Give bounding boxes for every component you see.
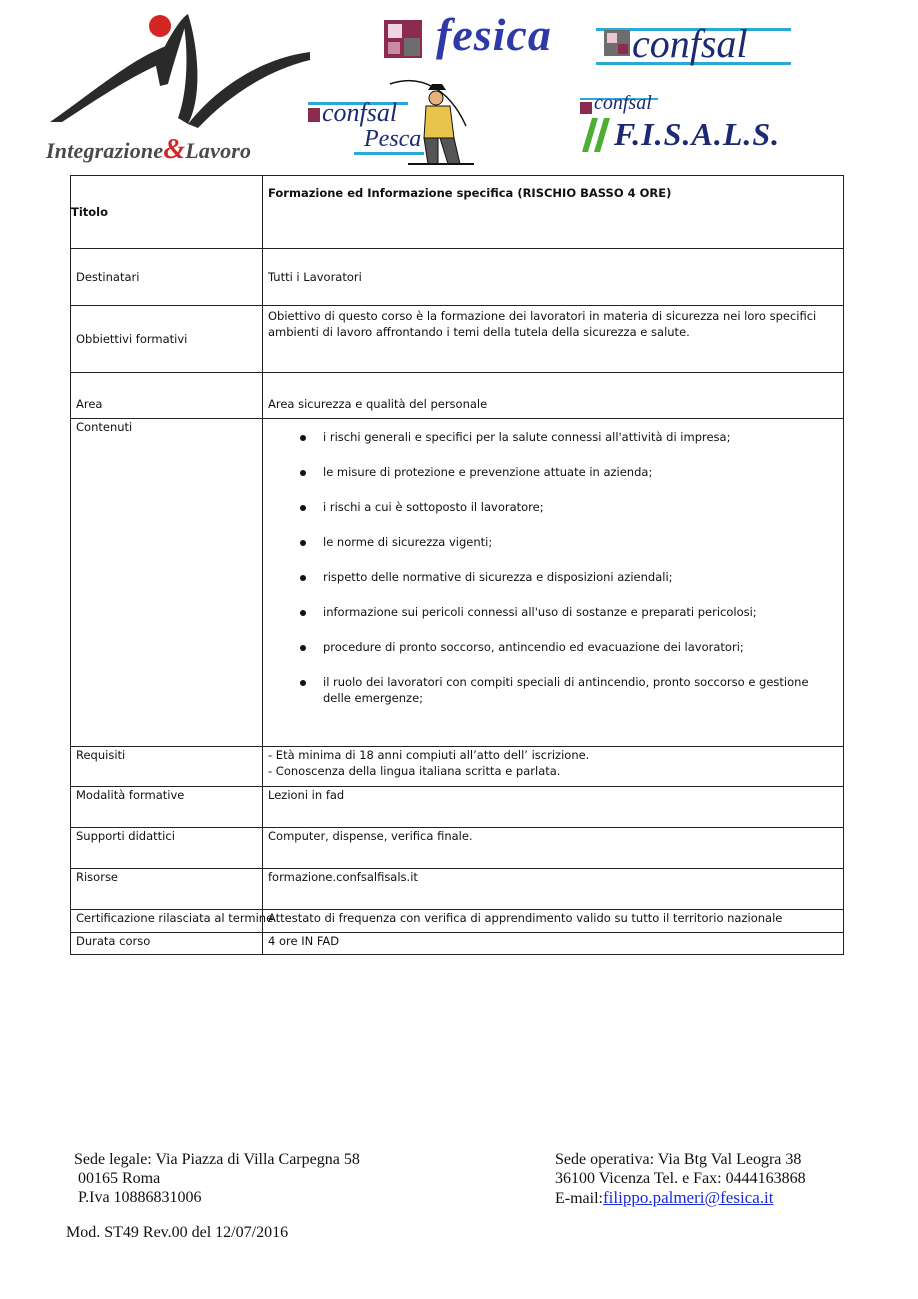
fisals-wordmark: F.I.S.A.L.S.	[614, 116, 781, 152]
confsal-logo	[596, 18, 796, 80]
risorse-value: formazione.confsalfisals.it	[263, 869, 844, 910]
bullet-icon	[300, 575, 306, 581]
modalita-value: Lezioni in fad	[263, 787, 844, 828]
certificazione-value: Attestato di frequenza con verifica di apprendimento valido su tutto il territorio nazionale	[263, 910, 844, 933]
integrazione-lavoro-logo	[40, 6, 315, 164]
contenuti-item-text: il ruolo dei lavoratori con compiti speciali di antincendio, pronto soccorso e gestione delle emergenze;	[323, 675, 809, 705]
fisals-wordmark-confsal: confsal	[594, 92, 652, 114]
email-link[interactable]: filippo.palmeri@fesica.it	[602, 1188, 774, 1207]
row-modalita	[71, 787, 844, 828]
row-contenuti	[71, 419, 844, 747]
contenuti-cell	[263, 419, 844, 747]
requisiti-label: Requisiti	[71, 747, 263, 787]
contenuti-item	[268, 534, 838, 550]
footer-sede-operativa	[555, 1150, 806, 1208]
contenuti-label: Contenuti	[71, 419, 263, 747]
destinatari-value: Tutti i Lavoratori	[263, 249, 844, 306]
bullet-icon	[300, 680, 306, 686]
sede-legale-city: 00165 Roma	[78, 1170, 161, 1187]
contenuti-item	[268, 569, 838, 585]
integrazione-lavoro-wordmark	[46, 134, 251, 166]
risorse-label: Risorse	[71, 869, 263, 910]
fisals-logo	[580, 94, 780, 164]
destinatari-label: Destinatari	[71, 249, 263, 306]
document-revision: Mod. ST49 Rev.00 del 12/07/2016	[66, 1224, 289, 1241]
contenuti-item	[268, 464, 838, 480]
contenuti-item	[268, 429, 838, 445]
pesca-square-icon	[308, 108, 320, 122]
row-obiettivi	[71, 306, 844, 373]
contenuti-item	[268, 604, 838, 620]
confsal-wordmark: confsal	[632, 21, 748, 66]
bullet-icon	[300, 470, 306, 476]
contenuti-list	[268, 429, 838, 706]
footer-sede-legale	[74, 1150, 360, 1207]
row-requisiti	[71, 747, 844, 787]
area-label: Area	[71, 373, 263, 419]
contenuti-item-text: rispetto delle normative di sicurezza e disposizioni aziendali;	[323, 570, 673, 584]
sede-operativa-email-line	[555, 1188, 806, 1208]
integrazione-lavoro-emblem	[48, 6, 318, 136]
row-risorse	[71, 869, 844, 910]
requisiti-value	[263, 747, 844, 787]
titolo-label: Titolo	[71, 176, 263, 249]
supporti-value: Computer, dispense, verifica finale.	[263, 828, 844, 869]
contenuti-item	[268, 499, 838, 515]
fisals-stripes-icon	[582, 118, 616, 154]
pesca-wordmark-pesca: Pesca	[364, 126, 422, 152]
fesica-logo	[384, 9, 584, 68]
contenuti-item-text: informazione sui pericoli connessi all'uso di sostanze e preparati pericolosi;	[323, 605, 757, 619]
row-destinatari	[71, 249, 844, 306]
fisherman-icon	[388, 76, 478, 171]
sede-legale-piva: P.Iva 10886831006	[78, 1189, 202, 1206]
obiettivi-value: Obiettivo di questo corso è la formazione dei lavoratori in materia di sicurezza nei loro specifici ambienti di lavoro affrontando i temi della tutela della sicurezza e salute.	[263, 306, 844, 373]
bullet-icon	[300, 610, 306, 616]
row-supporti	[71, 828, 844, 869]
contenuti-item	[268, 674, 838, 706]
bullet-icon	[300, 435, 306, 441]
row-durata	[71, 933, 844, 955]
contenuti-item-text: i rischi generali e specifici per la salute connessi all'attività di impresa;	[323, 430, 731, 444]
contenuti-item-text: le norme di sicurezza vigenti;	[323, 535, 493, 549]
durata-value: 4 ore IN FAD	[263, 933, 844, 955]
sede-operativa-address: Sede operativa: Via Btg Val Leogra 38	[555, 1151, 802, 1168]
modalita-label: Modalità formative	[71, 787, 263, 828]
requisiti-line-2: - Conoscenza della lingua italiana scritta e parlata.	[268, 764, 561, 778]
fesica-wordmark: fesica	[436, 9, 552, 60]
sede-operativa-phone: 36100 Vicenza Tel. e Fax: 0444163868	[555, 1170, 806, 1187]
il-ampersand: &	[163, 134, 186, 165]
confsal-pesca-logo	[308, 76, 478, 171]
email-label: E-mail:	[555, 1190, 603, 1207]
row-area	[71, 373, 844, 419]
obiettivi-label: Obbiettivi formativi	[71, 306, 263, 373]
titolo-value: Formazione ed Informazione specifica (RISCHIO BASSO 4 ORE)	[263, 176, 844, 249]
sede-legale-address: Sede legale: Via Piazza di Villa Carpegna 58	[74, 1151, 360, 1168]
area-value: Area sicurezza e qualità del personale	[263, 373, 844, 419]
confsal-squares-icon	[604, 30, 630, 56]
fisals-square-icon	[580, 102, 592, 114]
row-certificazione	[71, 910, 844, 933]
pesca-wordmark-confsal: confsal	[322, 98, 398, 127]
requisiti-line-1: - Età minima di 18 anni compiuti all’atto dell’ iscrizione.	[268, 748, 590, 762]
bullet-icon	[300, 505, 306, 511]
il-word-1: Integrazione	[46, 138, 164, 163]
certificazione-label: Certificazione rilasciata al termine	[71, 910, 263, 933]
bullet-icon	[300, 645, 306, 651]
fesica-squares-icon	[384, 20, 422, 58]
il-word-2: Lavoro	[185, 138, 252, 163]
bullet-icon	[300, 540, 306, 546]
row-titolo	[71, 176, 844, 249]
contenuti-item	[268, 639, 838, 655]
course-info-table	[70, 175, 844, 955]
contenuti-item-text: le misure di protezione e prevenzione attuate in azienda;	[323, 465, 653, 479]
contenuti-item-text: i rischi a cui è sottoposto il lavoratore;	[323, 500, 544, 514]
durata-label: Durata corso	[71, 933, 263, 955]
contenuti-item-text: procedure di pronto soccorso, antincendio ed evacuazione dei lavoratori;	[323, 640, 744, 654]
supporti-label: Supporti didattici	[71, 828, 263, 869]
